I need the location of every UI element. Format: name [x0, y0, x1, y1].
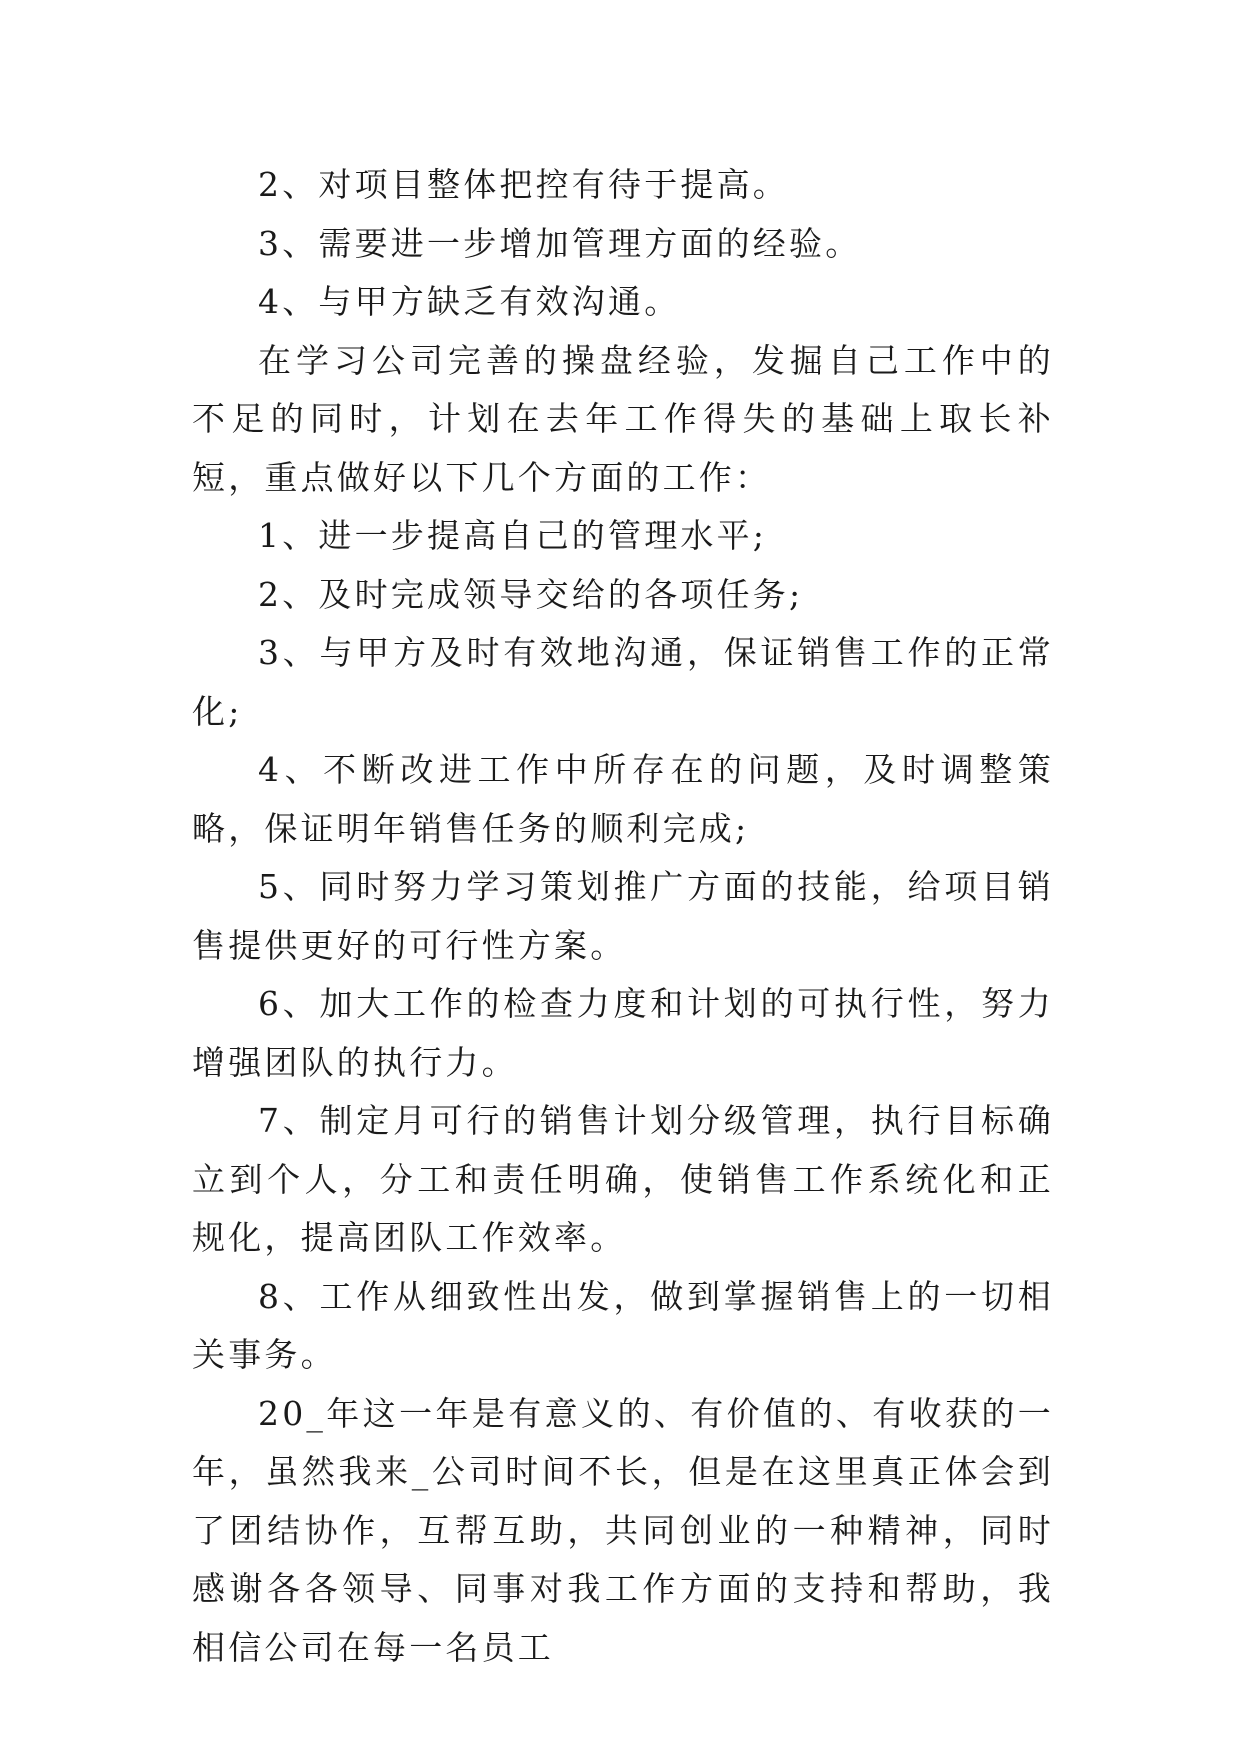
paragraph-3: 4、与甲方缺乏有效沟通。 — [258, 282, 681, 321]
paragraph-12: 8、工作从细致性出发，做到掌握销售上的一切相关事务。 — [192, 1276, 1054, 1374]
paragraph-6: 2、及时完成领导交给的各项任务; — [258, 574, 804, 614]
paragraph-10: 6、加大工作的检查力度和计划的可执行性，努力增强团队的执行力。 — [192, 984, 1054, 1082]
paragraph-5: 1、进一步提高自己的管理水平; — [258, 516, 768, 555]
paragraph-8: 4、不断改进工作中所存在的问题，及时调整策略，保证明年销售任务的顺利完成; — [192, 750, 1054, 848]
paragraph-7: 3、与甲方及时有效地沟通，保证销售工作的正常化; — [192, 633, 1054, 731]
paragraph-4: 在学习公司完善的操盘经验，发掘自己工作中的不足的同时，计划在去年工作得失的基础上取长补短，重点做好以下几个方面的工作： — [192, 340, 1054, 497]
paragraph-1: 2、对项目整体把控有待于提高。 — [258, 165, 789, 204]
document-body — [192, 156, 1054, 1677]
paragraph-13: 20_年这一年是有意义的、有价值的、有收获的一年，虽然我来_公司时间不长，但是在这里真正体会到了团结协作，互帮互助，共同创业的一种精神，同时感谢各各领导、同事对我工作方面的支持和帮助，我相信公司在每一名员工 — [192, 1393, 1054, 1667]
paragraph-2: 3、需要进一步增加管理方面的经验。 — [258, 223, 862, 263]
paragraph-11: 7、制定月可行的销售计划分级管理，执行目标确立到个人，分工和责任明确，使销售工作系统化和正规化，提高团队工作效率。 — [192, 1101, 1054, 1257]
paragraph-9: 5、同时努力学习策划推广方面的技能，给项目销售提供更好的可行性方案。 — [192, 867, 1054, 965]
